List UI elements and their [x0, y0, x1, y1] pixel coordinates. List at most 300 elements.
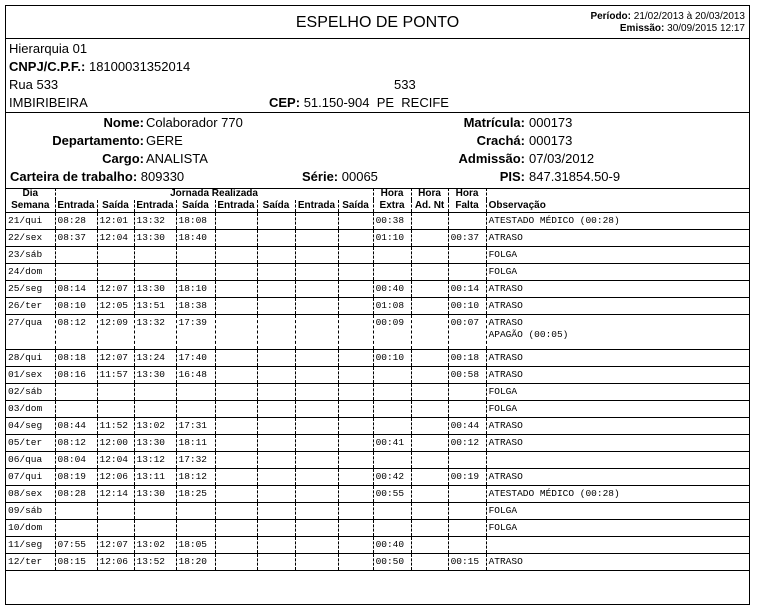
cell-adnt — [411, 554, 448, 571]
cell-e1 — [55, 315, 97, 350]
period-info — [590, 11, 745, 35]
cell-obs — [486, 401, 749, 418]
cell-falta — [448, 435, 486, 452]
cell-e1-text: 08:28 — [57, 215, 87, 226]
cell-extra-text: 01:08 — [375, 300, 405, 311]
cell-s1 — [97, 315, 134, 350]
cell-e4 — [295, 503, 338, 520]
cell-e2 — [134, 247, 176, 264]
cell-adnt — [411, 486, 448, 503]
cell-s2-text: 17:39 — [178, 317, 208, 328]
cell-obs — [486, 503, 749, 520]
cell-extra — [373, 418, 411, 435]
admissao-value: 07/03/2012 — [529, 151, 595, 166]
cell-s4 — [338, 435, 373, 452]
cell-falta-text: 00:37 — [450, 232, 480, 243]
cell-dia-text: 01/sex — [8, 369, 43, 380]
cell-s4 — [338, 486, 373, 503]
cell-e3 — [215, 520, 257, 537]
cell-s2-text: 16:48 — [178, 369, 208, 380]
col-entrada-4: Entrada — [295, 200, 338, 213]
uf: PE — [376, 95, 395, 110]
cell-e4 — [295, 213, 338, 230]
cell-s2-text: 18:10 — [178, 283, 208, 294]
table-row — [6, 401, 749, 418]
cell-extra-text: 00:50 — [375, 556, 405, 567]
cell-extra — [373, 213, 411, 230]
cell-falta-text: 00:15 — [450, 556, 480, 567]
matricula-value: 000173 — [529, 115, 573, 130]
cell-s2 — [176, 503, 215, 520]
col-entrada-3: Entrada — [215, 200, 257, 213]
cell-s2 — [176, 435, 215, 452]
cargo-value: ANALISTA — [146, 151, 208, 166]
cell-s3 — [257, 435, 295, 452]
cell-obs — [486, 469, 749, 486]
cell-e1-text: 07:55 — [57, 539, 87, 550]
cell-adnt — [411, 298, 448, 315]
cell-s1-text: 12:05 — [99, 300, 129, 311]
cell-obs — [486, 537, 749, 554]
cell-e2 — [134, 230, 176, 247]
cell-falta — [448, 315, 486, 350]
cell-obs-text: ATRASO — [488, 369, 523, 380]
table-row — [6, 537, 749, 554]
cell-obs — [486, 247, 749, 264]
cell-s4 — [338, 298, 373, 315]
cell-s2 — [176, 350, 215, 367]
pis-label: PIS: — [499, 169, 525, 184]
cell-e2 — [134, 367, 176, 384]
cell-e2-text: 13:51 — [136, 300, 166, 311]
cell-obs — [486, 350, 749, 367]
table-row — [6, 367, 749, 384]
table-row — [6, 315, 749, 350]
table-row — [6, 554, 749, 571]
cell-dia-text: 05/ter — [8, 437, 43, 448]
cell-e1 — [55, 367, 97, 384]
cell-e1 — [55, 230, 97, 247]
nome-label: Nome: — [103, 115, 144, 130]
cell-dia — [6, 452, 55, 469]
cell-extra — [373, 281, 411, 298]
cell-s3 — [257, 503, 295, 520]
cell-s3 — [257, 230, 295, 247]
cell-s1-text: 12:04 — [99, 454, 129, 465]
cell-e2 — [134, 315, 176, 350]
cell-falta-text: 00:10 — [450, 300, 480, 311]
cell-s1-text: 12:07 — [99, 539, 129, 550]
cell-dia-text: 08/sex — [8, 488, 43, 499]
cell-dia — [6, 281, 55, 298]
cell-s2 — [176, 315, 215, 350]
cell-dia — [6, 554, 55, 571]
table-row — [6, 230, 749, 247]
col-saida-2: Saída — [176, 200, 215, 213]
cell-s3 — [257, 401, 295, 418]
cell-dia-text: 07/qui — [8, 471, 43, 482]
cell-e2 — [134, 503, 176, 520]
cell-dia — [6, 247, 55, 264]
cell-e1 — [55, 401, 97, 418]
table-row — [6, 213, 749, 230]
cep-label: CEP: — [269, 95, 301, 110]
serie-label: Série: — [302, 169, 339, 184]
cell-e3 — [215, 213, 257, 230]
admissao-label: Admissão: — [458, 151, 525, 166]
col-entrada-2: Entrada — [134, 200, 176, 213]
cell-e4 — [295, 401, 338, 418]
timesheet-rows — [6, 213, 749, 571]
cell-dia — [6, 367, 55, 384]
cell-obs-text: ATRASO — [488, 283, 523, 294]
cell-extra — [373, 264, 411, 281]
cell-s2 — [176, 554, 215, 571]
cnpj-label: CNPJ/C.P.F.: — [9, 59, 86, 74]
cell-obs-text: ATRASO — [488, 471, 523, 482]
cell-obs-text: ATRASO — [488, 437, 523, 448]
cell-s1-text: 12:07 — [99, 352, 129, 363]
cell-e1 — [55, 281, 97, 298]
cell-extra — [373, 247, 411, 264]
cell-e2-text: 13:32 — [136, 317, 166, 328]
cell-e3 — [215, 298, 257, 315]
cell-s2 — [176, 264, 215, 281]
cell-obs-text: ATRASO — [488, 300, 523, 311]
col-saida-3: Saída — [257, 200, 295, 213]
cell-s4 — [338, 213, 373, 230]
cell-s4 — [338, 520, 373, 537]
cell-s2 — [176, 537, 215, 554]
cell-extra-text: 00:42 — [375, 471, 405, 482]
cell-e1 — [55, 537, 97, 554]
cell-s1 — [97, 247, 134, 264]
cell-e3 — [215, 384, 257, 401]
cell-s3 — [257, 520, 295, 537]
timesheet-table — [6, 188, 749, 571]
cell-adnt — [411, 401, 448, 418]
cell-obs — [486, 486, 749, 503]
cell-obs-text: ATRASO — [488, 420, 523, 431]
cell-e1 — [55, 213, 97, 230]
table-row — [6, 452, 749, 469]
cell-e1 — [55, 554, 97, 571]
cell-s4 — [338, 350, 373, 367]
periodo-label: Período: — [590, 11, 631, 22]
cell-e1-text: 08:12 — [57, 317, 87, 328]
cell-dia — [6, 435, 55, 452]
cell-s1 — [97, 418, 134, 435]
cell-obs — [486, 230, 749, 247]
table-row — [6, 418, 749, 435]
cell-s2-text: 18:40 — [178, 232, 208, 243]
cell-s3 — [257, 247, 295, 264]
cell-e4 — [295, 520, 338, 537]
timesheet-table-wrap — [6, 188, 749, 571]
cell-obs — [486, 384, 749, 401]
col-semana: Semana — [6, 200, 55, 213]
cell-e2-text: 13:52 — [136, 556, 166, 567]
cell-obs-text: FOLGA — [488, 403, 518, 414]
cell-e1-text: 08:15 — [57, 556, 87, 567]
table-row — [6, 298, 749, 315]
cell-s1 — [97, 469, 134, 486]
cell-e4 — [295, 486, 338, 503]
cell-s3 — [257, 213, 295, 230]
cell-e2-text: 13:32 — [136, 215, 166, 226]
cell-e3 — [215, 247, 257, 264]
cell-extra-text: 00:40 — [375, 283, 405, 294]
cell-s3 — [257, 537, 295, 554]
cell-adnt — [411, 230, 448, 247]
cell-e1 — [55, 418, 97, 435]
cell-e3 — [215, 452, 257, 469]
cell-s1-text: 12:06 — [99, 471, 129, 482]
cell-s2-text: 17:40 — [178, 352, 208, 363]
cell-dia-text: 04/seg — [8, 420, 43, 431]
cep-value: 51.150-904 — [303, 95, 370, 110]
cell-s3 — [257, 281, 295, 298]
cell-e4 — [295, 315, 338, 350]
cell-s1 — [97, 452, 134, 469]
company-info — [6, 39, 749, 113]
cell-falta-text: 00:18 — [450, 352, 480, 363]
table-row — [6, 520, 749, 537]
cell-s1-text: 12:00 — [99, 437, 129, 448]
cell-e3 — [215, 554, 257, 571]
cell-s2-text: 18:05 — [178, 539, 208, 550]
cell-dia — [6, 350, 55, 367]
cell-e2-text: 13:24 — [136, 352, 166, 363]
cell-s3 — [257, 554, 295, 571]
cell-s3 — [257, 315, 295, 350]
col-extra: Extra — [373, 200, 411, 213]
cell-falta — [448, 350, 486, 367]
cell-e3 — [215, 350, 257, 367]
cell-dia-text: 03/dom — [8, 403, 43, 414]
cell-extra-text: 00:40 — [375, 539, 405, 550]
cell-dia — [6, 264, 55, 281]
cell-s2 — [176, 401, 215, 418]
cell-adnt — [411, 418, 448, 435]
cell-extra — [373, 469, 411, 486]
table-row — [6, 281, 749, 298]
cell-dia-text: 28/qui — [8, 352, 43, 363]
cell-s1 — [97, 213, 134, 230]
cell-e4 — [295, 230, 338, 247]
cell-s1-text: 12:01 — [99, 215, 129, 226]
document-title: ESPELHO DE PONTO — [295, 14, 460, 31]
cell-obs-text: ATESTADO MÉDICO (00:28) — [488, 215, 620, 226]
cell-e1 — [55, 503, 97, 520]
cell-falta — [448, 367, 486, 384]
cell-dia — [6, 418, 55, 435]
col-saida-1: Saída — [97, 200, 134, 213]
cell-s3 — [257, 264, 295, 281]
cell-dia — [6, 298, 55, 315]
cell-s2-text: 17:31 — [178, 420, 208, 431]
cell-e2 — [134, 435, 176, 452]
cell-extra — [373, 298, 411, 315]
cell-s1 — [97, 230, 134, 247]
cell-e2 — [134, 298, 176, 315]
cell-adnt — [411, 367, 448, 384]
cell-s2 — [176, 520, 215, 537]
cell-dia-text: 25/seg — [8, 283, 43, 294]
cell-e2-text: 13:02 — [136, 539, 166, 550]
cell-e1-text: 08:28 — [57, 488, 87, 499]
cell-s3 — [257, 350, 295, 367]
emissao-value: 30/09/2015 12:17 — [667, 23, 745, 34]
cell-s4 — [338, 452, 373, 469]
cell-obs — [486, 435, 749, 452]
cell-e4 — [295, 384, 338, 401]
cell-extra-text: 00:10 — [375, 352, 405, 363]
cell-s1 — [97, 401, 134, 418]
col-observacao: Observação — [486, 200, 749, 213]
cell-extra — [373, 367, 411, 384]
cell-s2-text: 18:38 — [178, 300, 208, 311]
cell-s4 — [338, 469, 373, 486]
cell-extra — [373, 350, 411, 367]
cell-extra — [373, 452, 411, 469]
emissao-label: Emissão: — [619, 23, 665, 34]
cell-falta — [448, 264, 486, 281]
cell-dia — [6, 486, 55, 503]
cell-s3 — [257, 469, 295, 486]
cell-falta — [448, 281, 486, 298]
cell-e4 — [295, 469, 338, 486]
cell-adnt — [411, 315, 448, 350]
cell-s1-text: 12:07 — [99, 283, 129, 294]
cell-s2 — [176, 367, 215, 384]
cell-e2 — [134, 469, 176, 486]
cell-dia-text: 21/qui — [8, 215, 43, 226]
cell-falta — [448, 452, 486, 469]
cell-adnt — [411, 281, 448, 298]
table-row — [6, 384, 749, 401]
matricula-label: Matrícula: — [463, 115, 525, 130]
cell-s1 — [97, 264, 134, 281]
cell-falta — [448, 213, 486, 230]
cell-s1 — [97, 554, 134, 571]
col-entrada-1: Entrada — [55, 200, 97, 213]
table-row — [6, 486, 749, 503]
col-obs-top — [486, 188, 749, 200]
cell-obs-text: ATESTADO MÉDICO (00:28) — [488, 488, 620, 499]
cell-s4 — [338, 503, 373, 520]
cell-e3 — [215, 469, 257, 486]
cell-s1 — [97, 350, 134, 367]
cell-adnt — [411, 264, 448, 281]
cell-obs-text: ATRASO — [488, 556, 523, 567]
cell-dia — [6, 520, 55, 537]
cell-e3 — [215, 418, 257, 435]
cell-falta — [448, 298, 486, 315]
cell-extra-text: 01:10 — [375, 232, 405, 243]
timesheet-document — [5, 5, 750, 605]
cell-s2-text: 18:20 — [178, 556, 208, 567]
cell-dia — [6, 384, 55, 401]
cell-e4 — [295, 367, 338, 384]
cell-falta-text: 00:12 — [450, 437, 480, 448]
bairro: IMBIRIBEIRA — [9, 95, 88, 110]
cell-e2 — [134, 418, 176, 435]
cell-obs — [486, 418, 749, 435]
cell-obs — [486, 298, 749, 315]
cell-adnt — [411, 537, 448, 554]
cell-falta — [448, 503, 486, 520]
cell-falta-text: 00:14 — [450, 283, 480, 294]
cell-s2 — [176, 247, 215, 264]
cell-extra — [373, 401, 411, 418]
col-falta: Falta — [448, 200, 486, 213]
cell-extra-text: 00:41 — [375, 437, 405, 448]
cell-s4 — [338, 537, 373, 554]
cell-s1 — [97, 384, 134, 401]
cell-dia — [6, 537, 55, 554]
cell-falta — [448, 537, 486, 554]
cell-extra-text: 00:55 — [375, 488, 405, 499]
col-dia: Dia — [22, 188, 39, 199]
cell-obs-text: ATRASO — [488, 352, 523, 363]
cell-e1 — [55, 520, 97, 537]
col-saida-4: Saída — [338, 200, 373, 213]
cell-e4 — [295, 452, 338, 469]
cell-s1 — [97, 520, 134, 537]
cell-s4 — [338, 367, 373, 384]
cell-falta — [448, 554, 486, 571]
cell-dia-text: 26/ter — [8, 300, 43, 311]
cell-dia-text: 10/dom — [8, 522, 43, 533]
departamento-value: GERE — [146, 133, 183, 148]
cell-e3 — [215, 503, 257, 520]
cell-s1-text: 12:04 — [99, 232, 129, 243]
cell-obs — [486, 315, 749, 350]
cell-dia — [6, 469, 55, 486]
cell-s2 — [176, 384, 215, 401]
cell-e4 — [295, 247, 338, 264]
cell-e3 — [215, 367, 257, 384]
cell-s2 — [176, 230, 215, 247]
cell-e1-text: 08:16 — [57, 369, 87, 380]
cell-extra — [373, 537, 411, 554]
cell-e1-text: 08:19 — [57, 471, 87, 482]
cell-obs2-text: APAGÃO (00:05) — [488, 329, 569, 340]
cell-e4 — [295, 537, 338, 554]
cell-adnt — [411, 469, 448, 486]
cell-dia — [6, 401, 55, 418]
cell-s2 — [176, 213, 215, 230]
cell-s4 — [338, 264, 373, 281]
cell-s1-text: 12:14 — [99, 488, 129, 499]
cell-e1 — [55, 469, 97, 486]
cell-s1 — [97, 486, 134, 503]
cell-obs-text: ATRASO — [488, 317, 523, 328]
cell-obs — [486, 554, 749, 571]
cell-falta-text: 00:44 — [450, 420, 480, 431]
cell-obs-text: FOLGA — [488, 522, 518, 533]
cell-s4 — [338, 554, 373, 571]
cell-s4 — [338, 315, 373, 350]
cell-falta — [448, 486, 486, 503]
employee-info — [6, 113, 749, 189]
cell-e4 — [295, 264, 338, 281]
table-row — [6, 435, 749, 452]
hierarquia: Hierarquia 01 — [9, 41, 88, 56]
cell-dia-text: 02/sáb — [8, 386, 43, 397]
cell-adnt — [411, 503, 448, 520]
